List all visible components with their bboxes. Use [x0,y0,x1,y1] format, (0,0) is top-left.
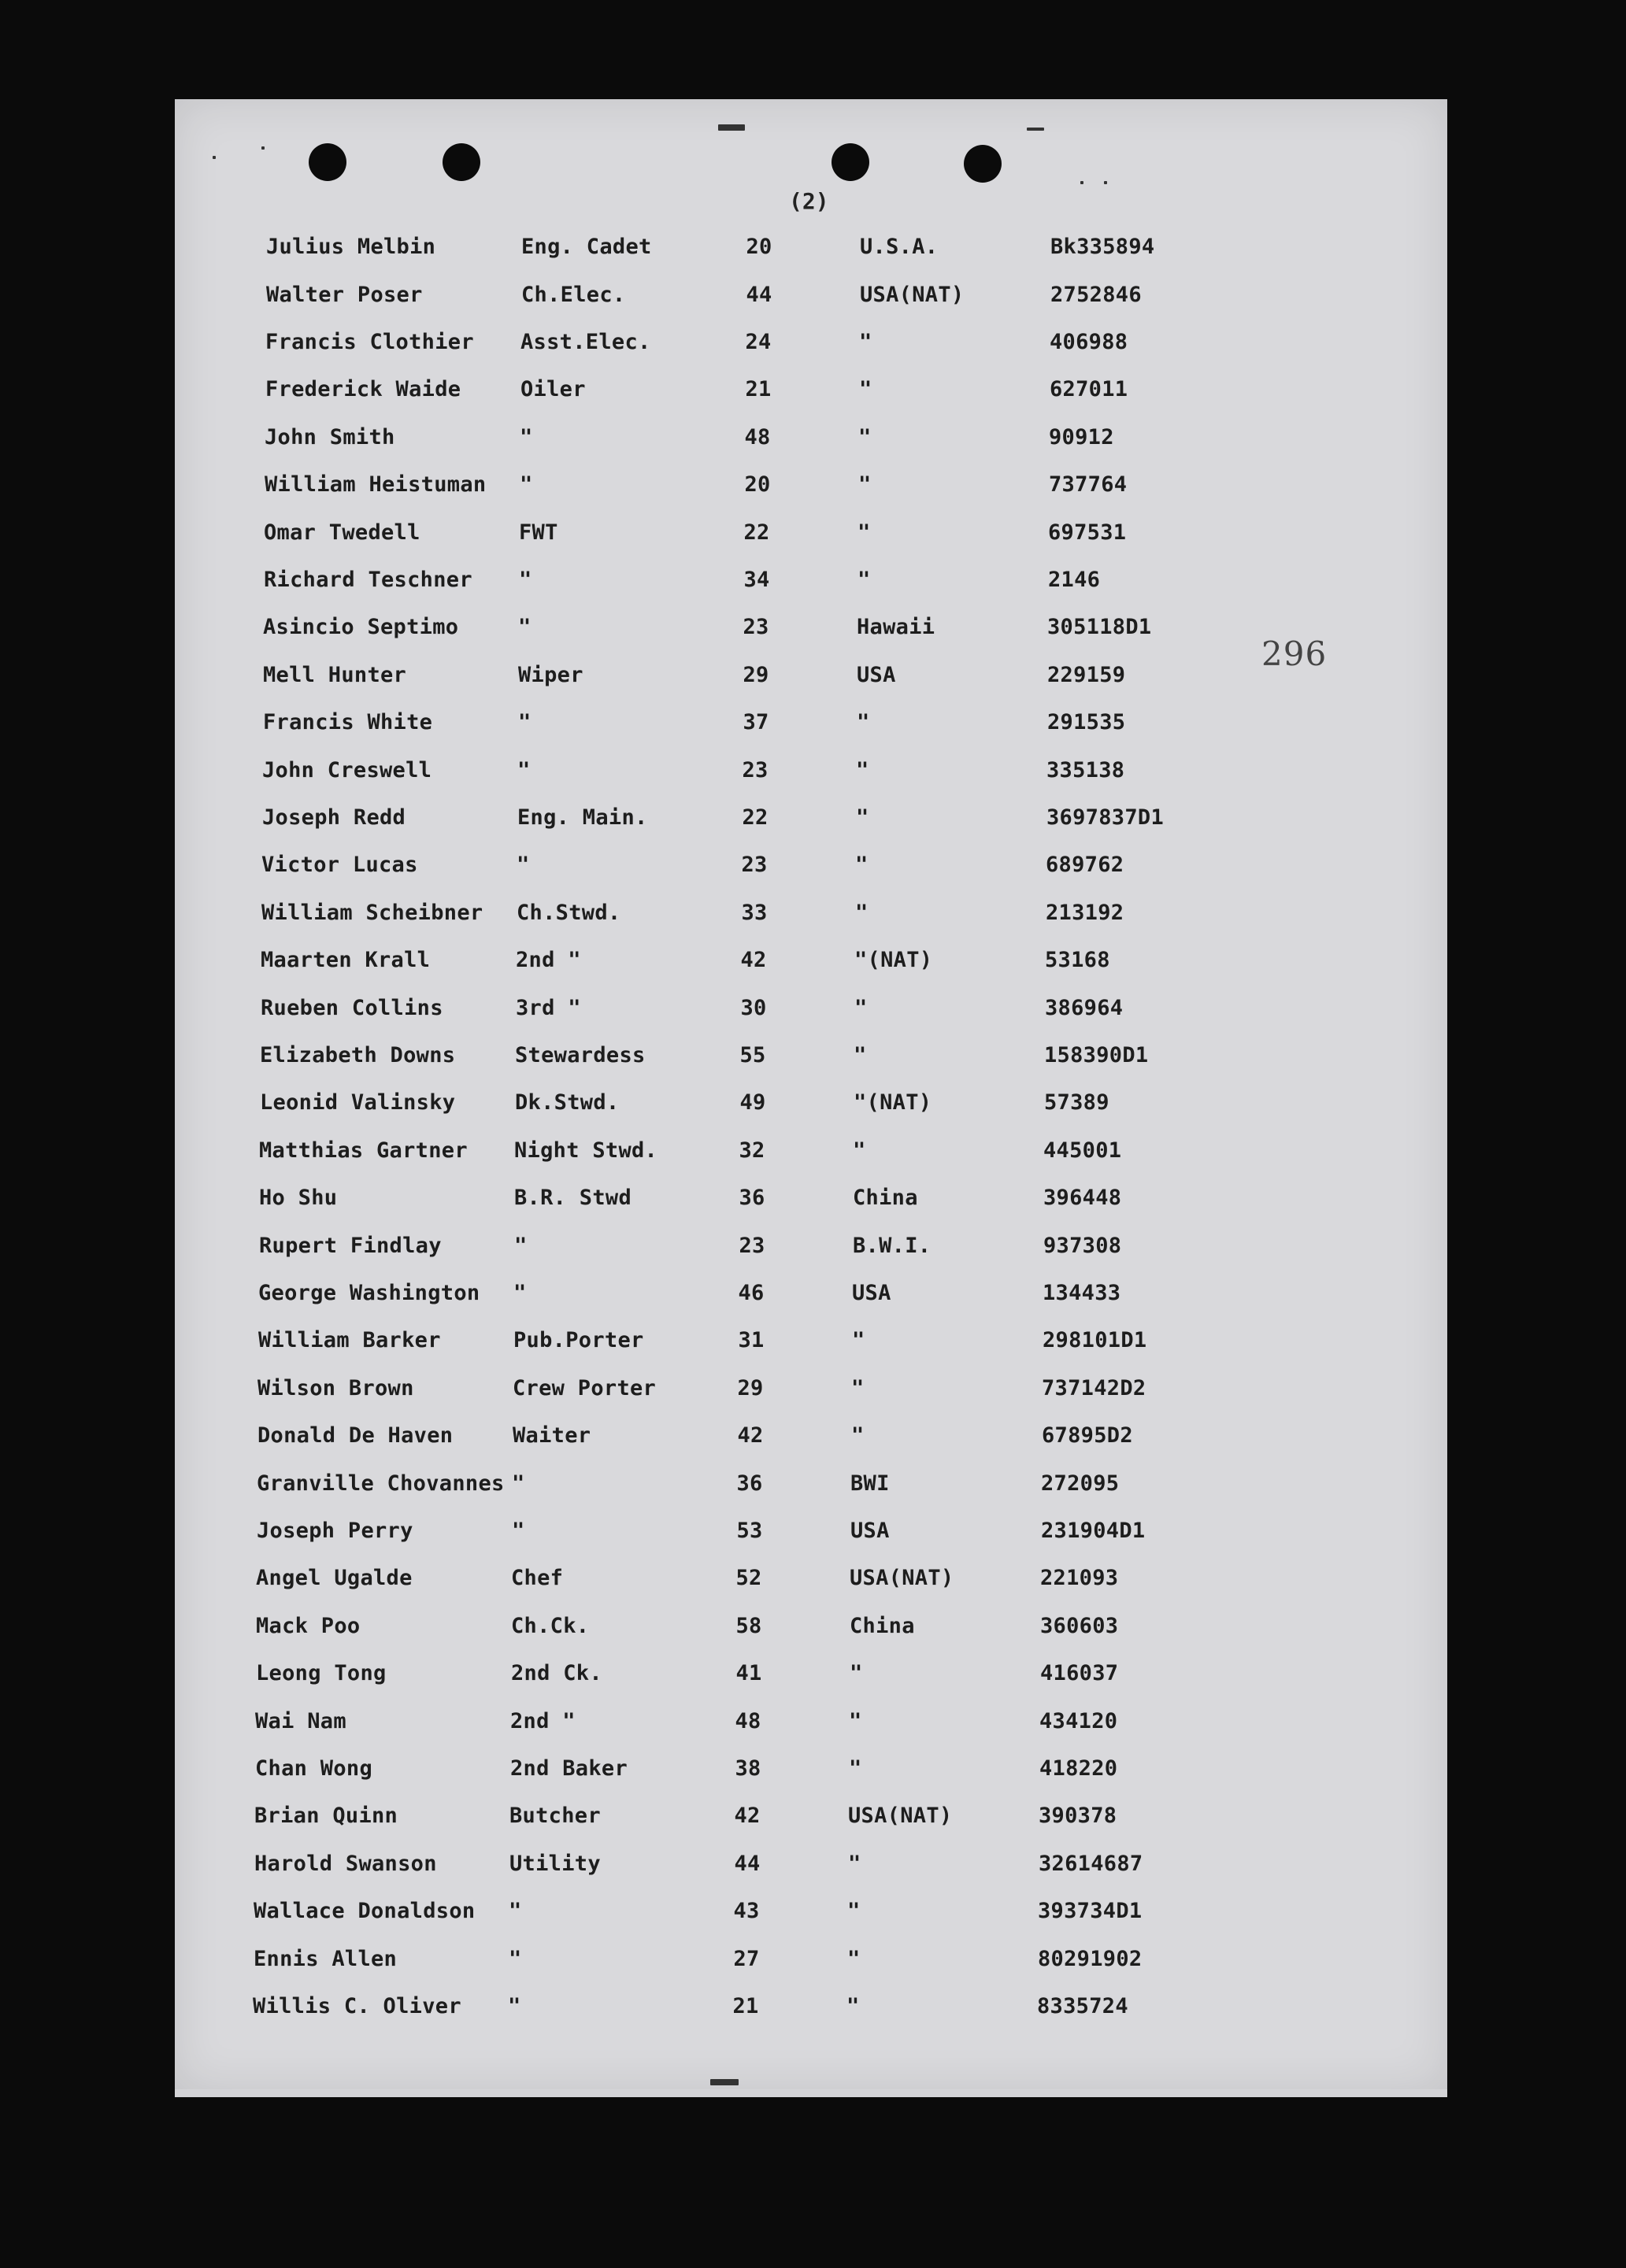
crew-certificate: 272095 [1041,1471,1120,1496]
crew-nationality: " [849,1756,862,1781]
crew-age: 34 [743,568,770,592]
crew-row [175,1090,1447,1138]
ink-speck [718,124,745,131]
crew-row [175,1994,1447,2041]
crew-nationality: " [857,568,871,592]
crew-age: 22 [742,805,769,830]
crew-rating: " [519,568,532,592]
crew-name: Ennis Allen [254,1947,398,1971]
crew-row [175,1138,1447,1186]
crew-row [175,1899,1447,1946]
crew-certificate: 393734D1 [1038,1899,1143,1923]
crew-age: 53 [736,1519,763,1543]
crew-certificate: 229159 [1047,663,1126,687]
crew-age: 29 [737,1376,764,1400]
crew-certificate: 406988 [1050,330,1128,354]
crew-row [175,663,1447,710]
crew-name: Chan Wong [255,1756,372,1781]
crew-nationality: " [856,758,869,783]
crew-certificate: Bk335894 [1050,235,1155,259]
crew-name: Matthias Gartner [259,1138,468,1163]
crew-certificate: 737142D2 [1042,1376,1146,1400]
crew-rating: " [517,853,530,877]
crew-certificate: 697531 [1048,520,1127,545]
crew-certificate: 689762 [1046,853,1124,877]
crew-rating: " [508,1994,521,2018]
crew-name: Brian Quinn [254,1804,398,1828]
crew-nationality: " [846,1994,860,2018]
crew-age: 23 [742,758,769,783]
crew-name: William Heistuman [265,472,487,497]
punch-hole [832,143,869,181]
crew-certificate: 2146 [1048,568,1101,592]
crew-certificate: 221093 [1040,1566,1119,1590]
crew-name: Francis White [263,710,433,734]
document-page [175,99,1447,2091]
crew-row [175,425,1447,472]
crew-row [175,996,1447,1043]
crew-nationality: USA [857,663,896,687]
crew-name: Elizabeth Downs [260,1043,456,1067]
crew-row [175,1186,1447,1233]
crew-nationality: " [847,1899,861,1923]
crew-nationality: " [854,996,868,1020]
crew-rating: " [509,1947,522,1971]
crew-age: 36 [736,1471,763,1496]
crew-nationality: " [853,1138,866,1163]
crew-name: Omar Twedell [264,520,420,545]
crew-name: William Barker [258,1328,441,1352]
crew-nationality: " [858,425,872,450]
crew-certificate: 57389 [1044,1090,1109,1115]
crew-certificate: 53168 [1045,948,1110,972]
crew-row [175,1423,1447,1471]
crew-age: 42 [737,1423,764,1448]
crew-certificate: 390378 [1039,1804,1117,1828]
crew-nationality: " [850,1661,863,1685]
crew-row [175,1519,1447,1566]
crew-rating: Utility [509,1852,601,1876]
crew-nationality: China [853,1186,918,1210]
crew-row [175,1043,1447,1090]
crew-certificate: 627011 [1050,377,1128,401]
crew-certificate: 434120 [1039,1709,1118,1733]
crew-name: Julius Melbin [266,235,436,259]
crew-age: 38 [735,1756,761,1781]
crew-rating: Dk.Stwd. [515,1090,620,1115]
crew-nationality: " [849,1709,862,1733]
crew-name: Asincio Septimo [263,615,459,639]
crew-age: 20 [744,472,771,497]
crew-nationality: " [854,1043,867,1067]
crew-row [175,901,1447,948]
crew-rating: Stewardess [515,1043,646,1067]
crew-rating: " [518,615,532,639]
crew-rating: " [520,472,533,497]
crew-nationality: " [855,853,869,877]
crew-certificate: 2752846 [1050,283,1142,307]
crew-nationality: " [857,710,870,734]
stamped-number: 296 [1261,635,1328,673]
crew-certificate: 396448 [1043,1186,1122,1210]
crew-age: 33 [741,901,768,925]
crew-name: Angel Ugalde [256,1566,413,1590]
crew-certificate: 418220 [1039,1756,1118,1781]
crew-name: Mell Hunter [263,663,407,687]
crew-name: Rupert Findlay [259,1234,442,1258]
crew-certificate: 737764 [1049,472,1128,497]
crew-certificate: 386964 [1045,996,1124,1020]
ink-speck [710,2079,739,2085]
crew-name: Wallace Donaldson [254,1899,476,1923]
crew-nationality: " [857,520,871,545]
crew-certificate: 213192 [1046,901,1124,925]
crew-nationality: Hawaii [857,615,935,639]
crew-name: Harold Swanson [254,1852,437,1876]
crew-rating: Asst.Elec. [520,330,651,354]
crew-row [175,1234,1447,1281]
crew-certificate: 335138 [1046,758,1125,783]
crew-age: 20 [746,235,772,259]
crew-age: 30 [740,996,767,1020]
crew-name: Maarten Krall [261,948,431,972]
crew-rating: 2nd " [516,948,581,972]
crew-name: Joseph Redd [262,805,406,830]
ink-speck [213,156,216,159]
crew-rating: Butcher [509,1804,601,1828]
crew-row [175,377,1447,424]
crew-certificate: 32614687 [1039,1852,1143,1876]
crew-age: 43 [733,1899,760,1923]
crew-nationality: " [851,1376,865,1400]
crew-name: Ho Shu [259,1186,338,1210]
crew-nationality: USA [852,1281,891,1305]
crew-row [175,520,1447,568]
crew-rating: 2nd Baker [510,1756,628,1781]
crew-certificate: 298101D1 [1043,1328,1147,1352]
crew-nationality: USA(NAT) [848,1804,953,1828]
crew-row [175,758,1447,805]
crew-age: 23 [741,853,768,877]
crew-age: 49 [739,1090,766,1115]
crew-row [175,805,1447,853]
crew-row [175,1566,1447,1613]
crew-age: 32 [739,1138,765,1163]
crew-rating: Night Stwd. [514,1138,658,1163]
crew-nationality: " [855,901,869,925]
crew-name: Richard Teschner [264,568,472,592]
crew-rating: Crew Porter [513,1376,657,1400]
crew-name: Frederick Waide [265,377,461,401]
crew-age: 52 [735,1566,762,1590]
crew-age: 42 [734,1804,761,1828]
crew-certificate: 134433 [1043,1281,1121,1305]
crew-rating: Ch.Elec. [521,283,626,307]
crew-certificate: 80291902 [1038,1947,1143,1971]
ink-speck [1104,181,1107,184]
crew-certificate: 937308 [1043,1234,1122,1258]
crew-certificate: 67895D2 [1042,1423,1133,1448]
crew-row [175,1376,1447,1423]
crew-rating: " [512,1471,525,1496]
crew-name: Donald De Haven [257,1423,454,1448]
crew-age: 21 [745,377,772,401]
crew-rating: " [518,710,532,734]
crew-rating: 2nd " [510,1709,576,1733]
crew-rating: Eng. Cadet [521,235,652,259]
crew-name: Granville Chovannes [257,1471,505,1496]
crew-rating: " [513,1281,527,1305]
punch-hole [309,143,346,181]
crew-age: 58 [735,1614,762,1638]
crew-age: 48 [735,1709,761,1733]
crew-nationality: " [859,330,872,354]
crew-certificate: 8335724 [1037,1994,1128,2018]
crew-row [175,1661,1447,1708]
crew-age: 21 [732,1994,759,2018]
crew-rating: FWT [519,520,558,545]
crew-age: 36 [739,1186,765,1210]
crew-nationality: U.S.A. [860,235,939,259]
crew-certificate: 360603 [1040,1614,1119,1638]
crew-name: Wai Nam [255,1709,346,1733]
crew-name: William Scheibner [261,901,483,925]
crew-row [175,568,1447,615]
crew-rating: Eng. Main. [517,805,648,830]
crew-certificate: 305118D1 [1047,615,1152,639]
crew-row [175,472,1447,520]
crew-nationality: " [851,1423,865,1448]
crew-rating: " [520,425,533,450]
crew-rating: Wiper [518,663,583,687]
crew-row [175,1709,1447,1756]
crew-rating: " [512,1519,525,1543]
crew-name: Victor Lucas [261,853,418,877]
crew-age: 48 [744,425,771,450]
crew-nationality: B.W.I. [853,1234,932,1258]
crew-certificate: 90912 [1049,425,1114,450]
crew-row [175,1947,1447,1994]
crew-name: Francis Clothier [265,330,474,354]
crew-age: 29 [743,663,769,687]
crew-name: Leonid Valinsky [260,1090,456,1115]
crew-name: Walter Poser [266,283,423,307]
crew-row [175,615,1447,662]
crew-age: 42 [740,948,767,972]
crew-name: Rueben Collins [261,996,443,1020]
crew-row [175,710,1447,757]
crew-rating: Oiler [520,377,586,401]
crew-age: 44 [746,283,772,307]
crew-rating: " [517,758,531,783]
crew-age: 44 [734,1852,761,1876]
crew-row [175,1756,1447,1804]
crew-certificate: 158390D1 [1044,1043,1149,1067]
crew-nationality: "(NAT) [854,1090,932,1115]
crew-row [175,1471,1447,1519]
crew-nationality: " [852,1328,865,1352]
crew-rating: Ch.Stwd. [517,901,621,925]
crew-age: 23 [739,1234,765,1258]
crew-rating: Ch.Ck. [511,1614,590,1638]
crew-certificate: 231904D1 [1041,1519,1146,1543]
punch-hole [443,143,480,181]
crew-row [175,853,1447,900]
crew-row [175,1852,1447,1899]
ink-speck [1080,181,1083,184]
crew-nationality: " [859,377,872,401]
crew-age: 24 [745,330,772,354]
crew-nationality: " [847,1947,861,1971]
crew-nationality: China [850,1614,915,1638]
page-number: (2) [789,188,829,214]
crew-row [175,235,1447,282]
crew-name: Willis C. Oliver [253,1994,461,2018]
crew-rating: Pub.Porter [513,1328,644,1352]
crew-age: 46 [738,1281,765,1305]
crew-age: 27 [733,1947,760,1971]
crew-certificate: 291535 [1047,710,1126,734]
crew-rating: Waiter [513,1423,591,1448]
crew-certificate: 3697837D1 [1046,805,1164,830]
crew-age: 22 [743,520,770,545]
crew-age: 31 [738,1328,765,1352]
crew-rating: Chef [511,1566,564,1590]
crew-name: Joseph Perry [257,1519,413,1543]
crew-nationality: USA(NAT) [860,283,965,307]
crew-rating: " [509,1899,522,1923]
crew-nationality: "(NAT) [854,948,933,972]
crew-rating: B.R. Stwd [514,1186,632,1210]
crew-nationality: " [858,472,872,497]
crew-row [175,1328,1447,1375]
crew-name: Mack Poo [256,1614,361,1638]
crew-rating: 3rd " [516,996,581,1020]
crew-name: Leong Tong [256,1661,387,1685]
crew-name: George Washington [258,1281,480,1305]
crew-name: Wilson Brown [257,1376,414,1400]
crew-age: 41 [735,1661,762,1685]
crew-nationality: " [856,805,869,830]
crew-certificate: 416037 [1040,1661,1119,1685]
crew-rating: 2nd Ck. [511,1661,602,1685]
crew-age: 37 [743,710,769,734]
crew-row [175,1281,1447,1328]
crew-row [175,330,1447,377]
crew-nationality: USA(NAT) [850,1566,954,1590]
ink-speck [261,146,265,150]
punch-hole [964,145,1002,183]
crew-row [175,1804,1447,1851]
crew-age: 23 [743,615,769,639]
crew-row [175,948,1447,995]
crew-certificate: 445001 [1043,1138,1122,1163]
crew-age: 55 [739,1043,766,1067]
crew-name: John Creswell [262,758,432,783]
crew-rating: " [514,1234,528,1258]
crew-nationality: BWI [850,1471,890,1496]
ink-speck [1027,128,1044,131]
crew-name: John Smith [265,425,395,450]
crew-nationality: USA [850,1519,890,1543]
crew-row [175,283,1447,330]
crew-nationality: " [848,1852,861,1876]
crew-row [175,1614,1447,1661]
